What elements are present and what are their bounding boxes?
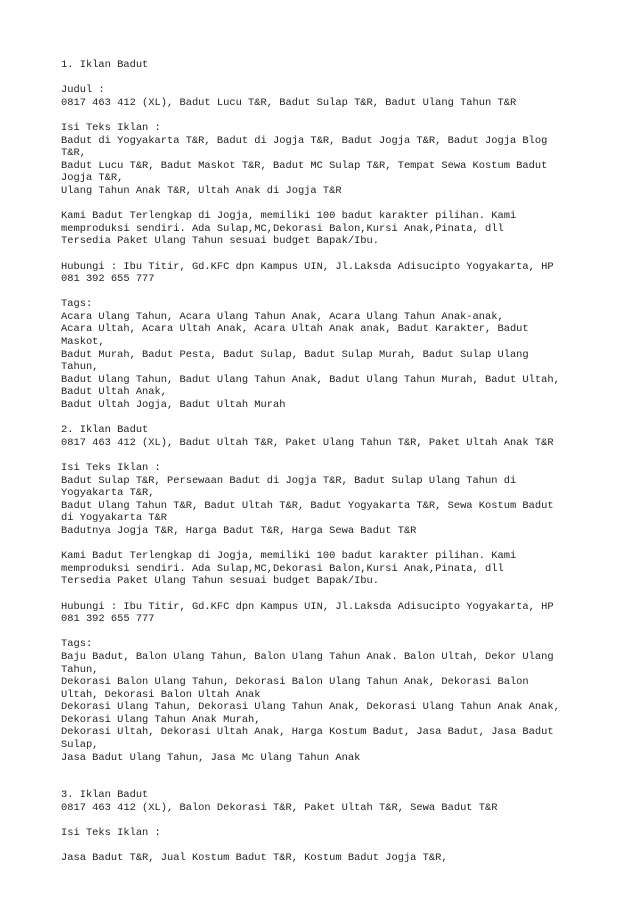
desc-line: Tersedia Paket Ulang Tahun sesuai budget Bapak/Ibu. [61,235,380,248]
contact-line: 081 392 655 777 [61,613,155,626]
isi-line: Badutnya Jogja T&R, Harga Badut T&R, Harga Sewa Badut T&R [61,524,417,537]
isi-line: Yogyakarta T&R, [61,487,155,500]
tags-line: Tahun, [61,361,99,374]
isi-line: Ulang Tahun Anak T&R, Ultah Anak di Jogja T&R [61,184,342,197]
tags-line: Badut Murah, Badut Pesta, Badut Sulap, Badut Sulap Murah, Badut Sulap Ulang [61,348,529,361]
isi-label: Isi Teks Iklan : [61,121,161,134]
tags-line: Ultah, Dekorasi Balon Ultah Anak [61,688,261,701]
tags-line: Maskot, [61,336,105,349]
section-heading: 2. Iklan Badut [61,424,149,437]
tags-line: Dekorasi Ulang Tahun, Dekorasi Ulang Tahun Anak, Dekorasi Ulang Tahun Anak Anak, [61,701,560,714]
contact-line: Hubungi : Ibu Titir, Gd.KFC dpn Kampus UIN, Jl.Laksda Adisucipto Yogyakarta, HP [61,600,554,613]
isi-line: Badut Ulang Tahun T&R, Badut Ultah T&R, Badut Yogyakarta T&R, Sewa Kostum Badut [61,499,554,512]
isi-label: Isi Teks Iklan : [61,462,161,474]
tags-label: Tags: [61,298,93,311]
section-1 [61,59,581,412]
desc-line: Kami Badut Terlengkap di Jogja, memiliki 100 badut karakter pilihan. Kami [61,210,517,223]
contact-line: Hubungi : Ibu Titir, Gd.KFC dpn Kampus UIN, Jl.Laksda Adisucipto Yogyakarta, HP [61,260,554,273]
desc-line: memproduksi sendiri. Ada Sulap,MC,Dekorasi Balon,Kursi Anak,Pinata, dll [61,222,504,235]
isi-line: di Yogyakarta T&R [61,512,168,525]
desc-line: Tersedia Paket Ulang Tahun sesuai budget Bapak/Ibu. [61,575,380,588]
document-page [61,59,581,865]
isi-line: Badut Sulap T&R, Persewaan Badut di Jogja T&R, Badut Sulap Ulang Tahun di [61,474,517,487]
tags-line: Acara Ulang Tahun, Acara Ulang Tahun Anak, Acara Ulang Tahun Anak-anak, [61,310,504,323]
isi-line: Badut di Yogyakarta T&R, Badut di Jogja T&R, Badut Jogja T&R, Badut Jogja Blog [61,134,548,147]
tags-line: Acara Ultah, Acara Ultah Anak, Acara Ultah Anak anak, Badut Karakter, Badut [61,323,529,336]
tags-line: Badut Ulang Tahun, Badut Ulang Tahun Anak, Badut Ulang Tahun Murah, Badut Ultah, [61,373,560,386]
isi-line: Jogja T&R, [61,172,124,185]
judul-line: 0817 463 412 (XL), Balon Dekorasi T&R, Paket Ultah T&R, Sewa Badut T&R [61,801,498,814]
isi-line: Badut Lucu T&R, Badut Maskot T&R, Badut MC Sulap T&R, Tempat Sewa Kostum Badut [61,159,548,172]
isi-label: Isi Teks Iklan : [61,827,161,840]
section-2 [61,424,581,764]
tags-line: Sulap, [61,739,99,752]
section-heading: 1. Iklan Badut [61,59,149,71]
tags-line: Dekorasi Ultah, Dekorasi Ultah Anak, Harga Kostum Badut, Jasa Badut, Jasa Badut [61,726,554,739]
tags-line: Dekorasi Ulang Tahun Anak Murah, [61,713,261,726]
contact-line: 081 392 655 777 [61,273,155,286]
section-3 [61,789,581,865]
tags-line: Tahun, [61,663,99,676]
tags-line: Badut Ultah Jogja, Badut Ultah Murah [61,399,286,412]
tags-label: Tags: [61,638,93,651]
judul-label: Judul : [61,84,105,97]
tags-line: Badut Ultah Anak, [61,386,168,399]
isi-line: Jasa Badut T&R, Jual Kostum Badut T&R, Kostum Badut Jogja T&R, [61,852,448,865]
tags-line: Baju Badut, Balon Ulang Tahun, Balon Ulang Tahun Anak. Balon Ultah, Dekor Ulang [61,650,554,663]
judul-line: 0817 463 412 (XL), Badut Lucu T&R, Badut Sulap T&R, Badut Ulang Tahun T&R [61,96,517,109]
tags-line: Jasa Badut Ulang Tahun, Jasa Mc Ulang Tahun Anak [61,751,361,764]
section-heading: 3. Iklan Badut [61,789,149,802]
tags-line: Dekorasi Balon Ulang Tahun, Dekorasi Balon Ulang Tahun Anak, Dekorasi Balon [61,676,529,689]
desc-line: memproduksi sendiri. Ada Sulap,MC,Dekorasi Balon,Kursi Anak,Pinata, dll [61,562,504,575]
isi-line: T&R, [61,147,86,160]
desc-line: Kami Badut Terlengkap di Jogja, memiliki 100 badut karakter pilihan. Kami [61,550,517,563]
judul-line: 0817 463 412 (XL), Badut Ultah T&R, Paket Ulang Tahun T&R, Paket Ultah Anak T&R [61,436,554,449]
